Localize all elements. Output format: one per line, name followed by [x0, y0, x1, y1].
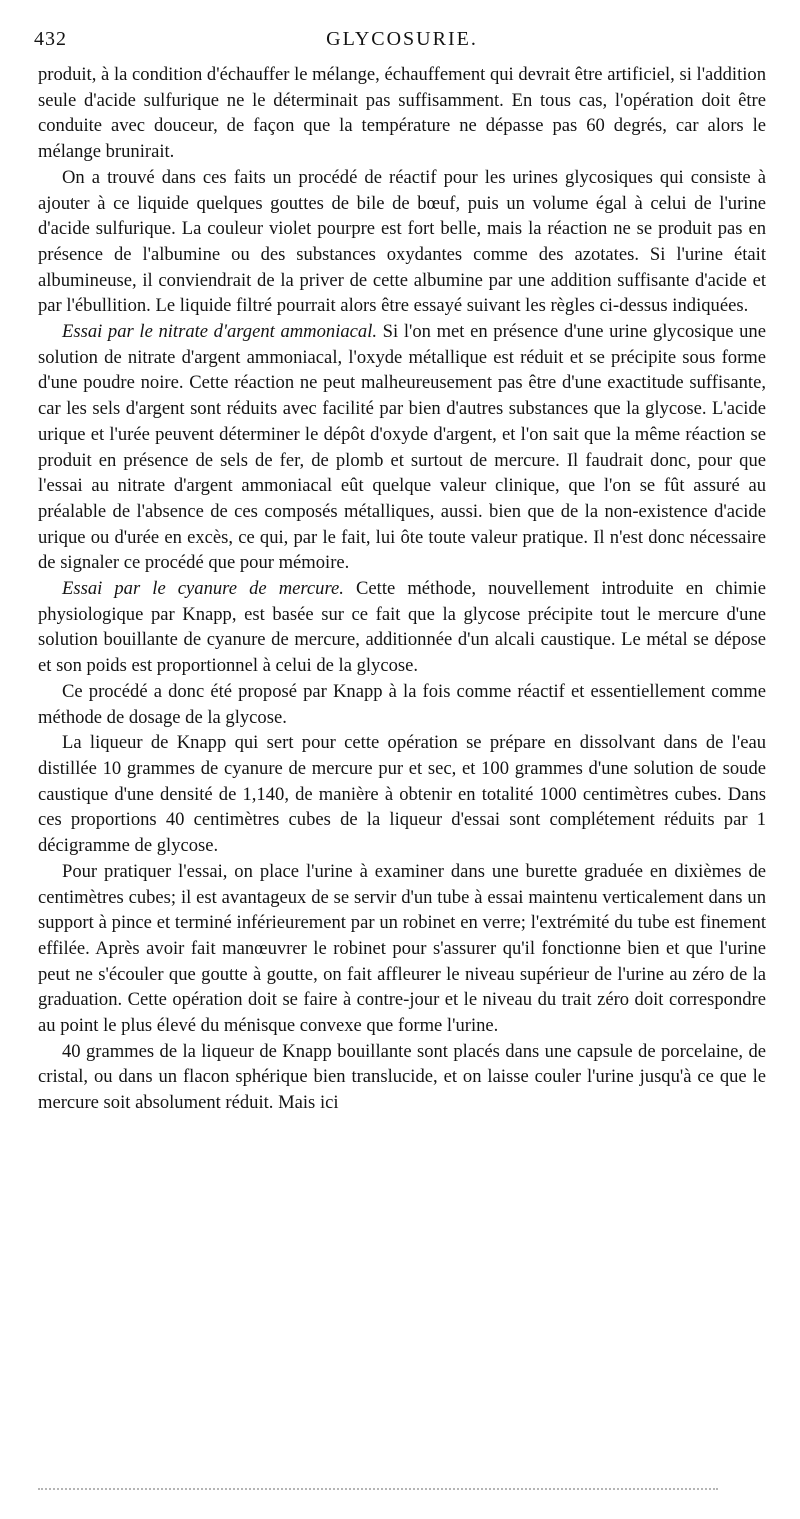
paragraph-bile-reagent: [38, 165, 766, 319]
paragraph-text: Cette méthode, nouvellement introduite en chimie physiologique par Knapp, est basée sur ce fait que la glycose précipite tout le mercure d'une solution bouillante de cyanure de mercure, additionnée d'un alcali caustique. Le métal se dépose et son poids est proportionnel à celui de la glycose.: [38, 578, 766, 677]
paragraph-silver-nitrate: [38, 319, 766, 576]
paragraph-burette-procedure: [38, 859, 766, 1039]
paragraph-continuation: [38, 62, 766, 165]
running-title: GLYCOSURIE.: [326, 28, 478, 50]
paragraph-text: On a trouvé dans ces faits un procédé de réactif pour les urines glycosiques qui consiste à ajouter à ce liquide quelques gouttes de bile de bœuf, puis un volume égal à celui de l'urine d'acide sulfurique. La couleur violet pourpre est fort belle, mais la réaction ne se produit pas en présence de l'albumine ou des substances oxydantes comme des azotates. Si l'urine était albumineuse, il conviendrait de la priver de cette albumine par une addition suffisante d'acide et par l'ébullition. Le liquide filtré pourrait alors être essayé suivant les règles ci-dessus indiquées.: [38, 166, 766, 317]
page-number: 432: [34, 28, 67, 50]
paragraph-knapp-method: [38, 679, 766, 730]
running-head: [34, 28, 766, 56]
paragraph-text: La liqueur de Knapp qui sert pour cette opération se prépare en dissolvant dans de l'eau distillée 10 grammes de cyanure de mercure pur et sec, et 100 grammes d'une solution de soude caustique d'une densité de 1,140, de manière à obtenir en totalité 1000 centimètres cubes. Dans ces proportions 40 centimètres cubes de la liqueur d'essai sont complétement réduits par 1 décigramme de glycose.: [38, 732, 766, 857]
book-page: [34, 28, 766, 1116]
paragraph-text: Pour pratiquer l'essai, on place l'urine à examiner dans une burette graduée en dixièmes de centimètres cubes; il est avantageux de se servir d'un tube à essai maintenu verticalement dans un support à pince et terminé inférieurement par un robinet en verre; l'extrémité du tube est finement effilée. Après avoir fait manœuvrer le robinet pour s'assurer qu'il fonctionne bien et que l'urine peut ne s'écouler que goutte à goutte, on fait affleurer le niveau supérieur de l'urine au zéro de la graduation. Cette opération doit se faire à contre-jour et le niveau du trait zéro doit correspondre au point le plus élevé du ménisque convexe que forme l'urine.: [38, 860, 766, 1037]
paragraph-text: Ce procédé a donc été proposé par Knapp à la fois comme réactif et essentiellement comme méthode de dosage de la glycose.: [38, 680, 766, 728]
paragraph-knapp-liquor: [38, 730, 766, 859]
paragraph-text: produit, à la condition d'échauffer le mélange, échauffement qui devrait être artificiel, si l'addition seule d'acide sulfurique ne le déterminait pas suffisamment. En tous cas, l'opération doit être conduite avec douceur, de façon que la température ne dépasse pas 60 degrés, car alors le mélange brunirait.: [38, 64, 766, 163]
bottom-bleed-rule: [38, 1488, 718, 1490]
body-text: [38, 62, 766, 1116]
section-lead-mercury-cyanide: Essai par le cyanure de mercure.: [62, 578, 344, 600]
paragraph-mercury-cyanide: [38, 576, 766, 679]
section-lead-silver-nitrate: Essai par le nitrate d'argent ammoniacal.: [62, 321, 378, 343]
paragraph-titration: [38, 1039, 766, 1116]
paragraph-text: 40 grammes de la liqueur de Knapp bouillante sont placés dans une capsule de porcelaine, de cristal, ou dans un flacon sphérique bien translucide, et on laisse couler l'urine jusqu'à ce que le mercure soit absolument réduit. Mais ici: [38, 1040, 766, 1114]
paragraph-text: Si l'on met en présence d'une urine glycosique une solution de nitrate d'argent ammoniacal, l'oxyde métallique est réduit et se précipite sous forme d'une poudre noire. Cette réaction ne peut malheureusement pas être d'une exactitude suffisante, car les sels d'argent sont réduits avec facilité par bien d'autres substances que la glycose. L'acide urique et l'urée peuvent déterminer le dépôt d'oxyde d'argent, et l'on sait que la même réaction se produit en présence de sels de fer, de plomb et surtout de mercure. Il faudrait donc, pour que l'essai au nitrate d'argent ammoniacal eût quelque valeur clinique, que l'on se fût assuré au préalable de l'absence de ces composés métalliques, aussi. bien que de la non-existence d'acide urique ou d'urée en excès, ce qui, par le fait, lui ôte toute valeur pratique. Il n'est donc nécessaire de signaler ce procédé que pour mémoire.: [38, 321, 766, 574]
